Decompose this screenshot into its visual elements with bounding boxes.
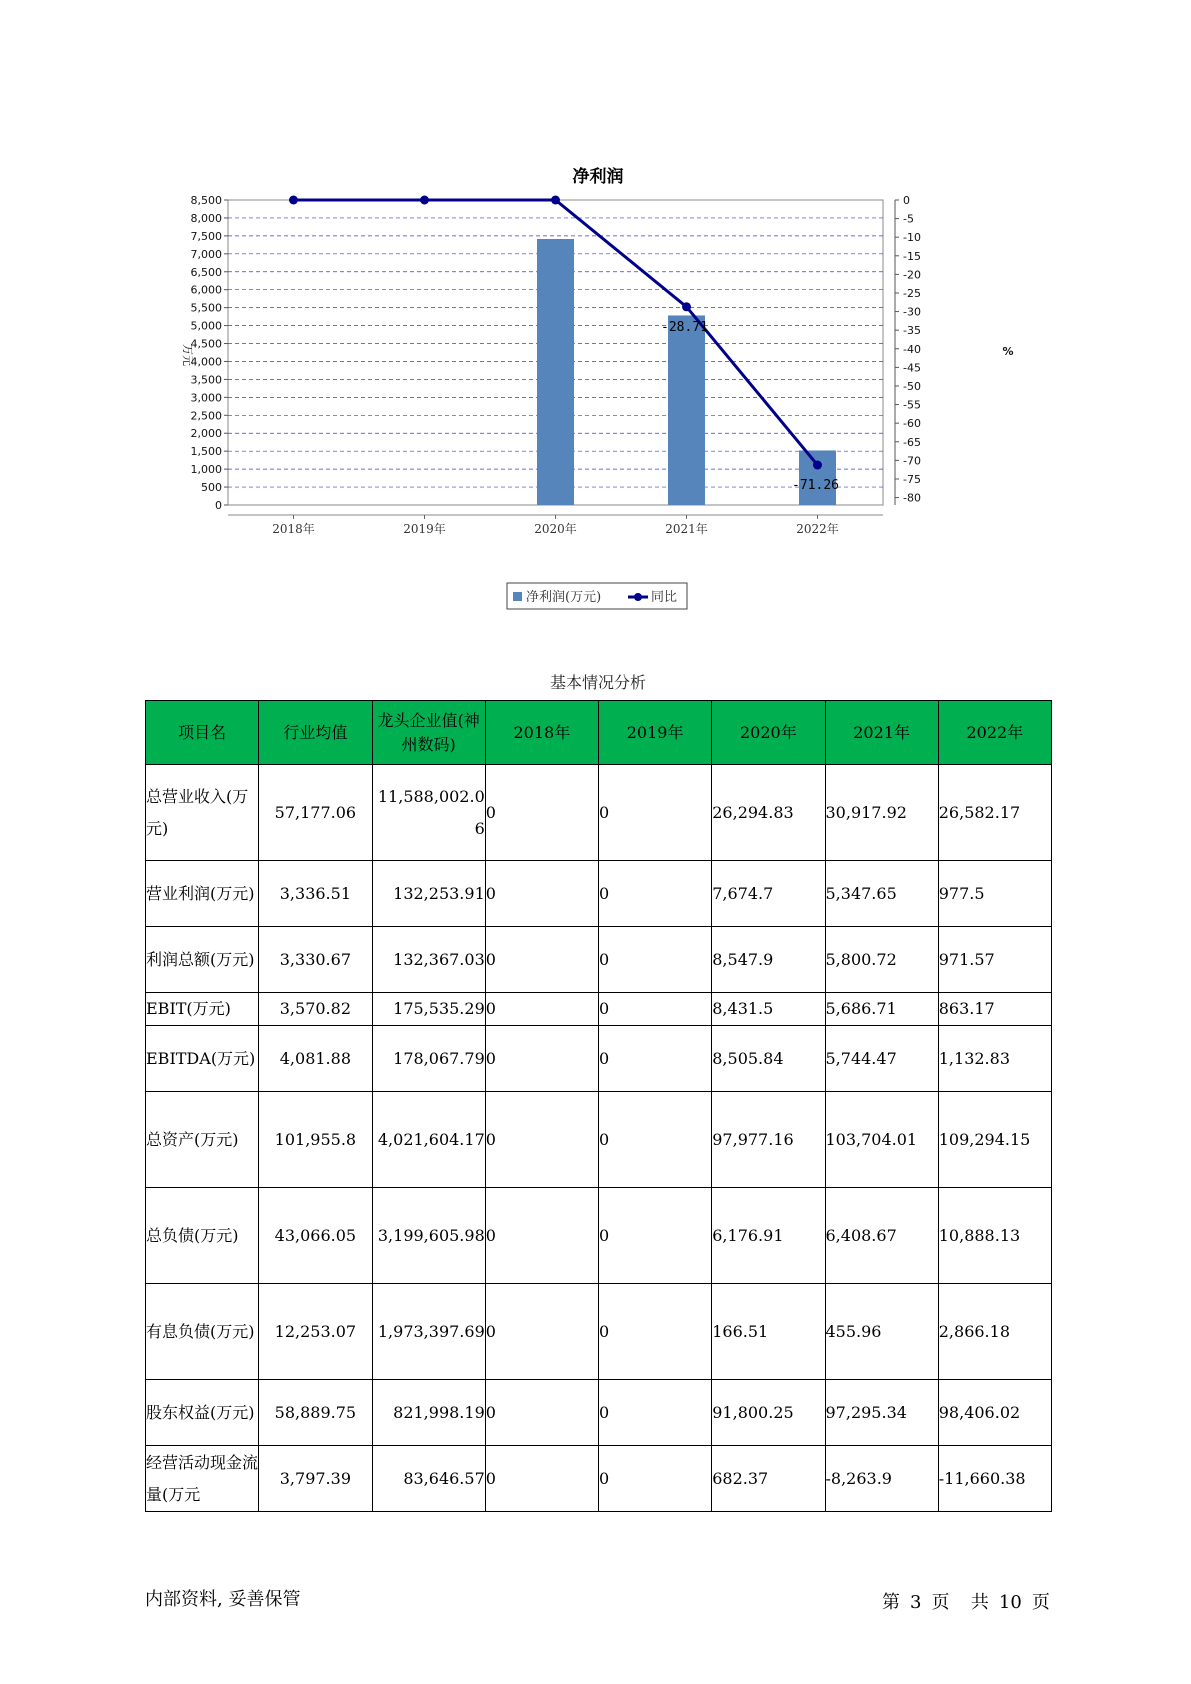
yoy-point xyxy=(289,196,298,205)
y-tick-label: 5,500 xyxy=(190,301,222,315)
y-tick-label: 4,500 xyxy=(190,337,222,351)
page-label: 第 xyxy=(882,1592,900,1613)
chart-canvas xyxy=(170,160,1030,630)
row-label: 总营业收入(万元) xyxy=(146,765,259,861)
table-row xyxy=(146,1380,1052,1446)
value-2020-cell: 166.51 xyxy=(712,1284,825,1380)
value-2019-cell: 0 xyxy=(599,993,712,1026)
row-label: 总负债(万元) xyxy=(146,1188,259,1284)
yoy-point xyxy=(813,461,822,470)
row-label: 利润总额(万元) xyxy=(146,927,259,993)
leader-value-cell: 1,973,397.69 xyxy=(372,1284,485,1380)
y-tick-label: 6,500 xyxy=(190,265,222,279)
value-2021-cell: 5,686.71 xyxy=(825,993,938,1026)
table-header-row xyxy=(146,701,1052,765)
industry-avg-cell: 3,330.67 xyxy=(259,927,372,993)
table-row xyxy=(146,1092,1052,1188)
value-2020-cell: 6,176.91 xyxy=(712,1188,825,1284)
y2-tick-label: -75 xyxy=(903,472,921,486)
header-item-name: 项目名 xyxy=(146,701,259,765)
x-tick-label: 2019年 xyxy=(403,522,446,536)
y2-tick-label: -35 xyxy=(903,324,921,338)
x-tick-label: 2018年 xyxy=(272,522,315,536)
value-2018-cell: 0 xyxy=(485,765,598,861)
table-row xyxy=(146,861,1052,927)
page-indicator xyxy=(882,1588,1060,1614)
value-2020-cell: 8,547.9 xyxy=(712,927,825,993)
y2-tick-label: -15 xyxy=(903,249,921,263)
value-2019-cell: 0 xyxy=(599,1380,712,1446)
value-2021-cell: 5,744.47 xyxy=(825,1026,938,1092)
industry-avg-cell: 58,889.75 xyxy=(259,1380,372,1446)
value-2022-cell: 977.5 xyxy=(938,861,1051,927)
page-unit: 页 xyxy=(931,1592,950,1613)
value-2018-cell: 0 xyxy=(485,927,598,993)
yoy-data-label: -71.26 xyxy=(792,478,839,494)
header-leader-value: 龙头企业值(神州数码) xyxy=(372,701,485,765)
value-2020-cell: 8,505.84 xyxy=(712,1026,825,1092)
row-label: 营业利润(万元) xyxy=(146,861,259,927)
table-row xyxy=(146,1188,1052,1284)
leader-value-cell: 178,067.79 xyxy=(372,1026,485,1092)
value-2020-cell: 7,674.7 xyxy=(712,861,825,927)
y2-tick-label: -50 xyxy=(903,379,921,393)
header-2019: 2019年 xyxy=(599,701,712,765)
legend-bar-swatch xyxy=(513,592,522,601)
value-2022-cell: 98,406.02 xyxy=(938,1380,1051,1446)
leader-value-cell: 83,646.57 xyxy=(372,1446,485,1512)
yoy-point xyxy=(420,196,429,205)
bar-series xyxy=(537,239,836,505)
value-2018-cell: 0 xyxy=(485,993,598,1026)
row-label: 有息负债(万元) xyxy=(146,1284,259,1380)
header-2022: 2022年 xyxy=(938,701,1051,765)
y2-axis-label: % xyxy=(1002,345,1014,358)
y-tick-label: 2,500 xyxy=(190,409,222,423)
table-row xyxy=(146,1284,1052,1380)
page-number: 3 xyxy=(910,1592,922,1613)
value-2020-cell: 8,431.5 xyxy=(712,993,825,1026)
value-2021-cell: 30,917.92 xyxy=(825,765,938,861)
value-2020-cell: 91,800.25 xyxy=(712,1380,825,1446)
leader-value-cell: 132,253.91 xyxy=(372,861,485,927)
value-2020-cell: 682.37 xyxy=(712,1446,825,1512)
y-tick-label: 8,000 xyxy=(190,211,222,225)
value-2018-cell: 0 xyxy=(485,1026,598,1092)
industry-avg-cell: 3,336.51 xyxy=(259,861,372,927)
row-label: 股东权益(万元) xyxy=(146,1380,259,1446)
total-label: 共 xyxy=(970,1592,989,1613)
legend-line-marker xyxy=(634,593,642,601)
x-tick-label: 2020年 xyxy=(534,522,577,536)
value-2022-cell: -11,660.38 xyxy=(938,1446,1051,1512)
y-tick-label: 1,000 xyxy=(190,463,222,477)
value-2022-cell: 1,132.83 xyxy=(938,1026,1051,1092)
value-2018-cell: 0 xyxy=(485,861,598,927)
y-tick-label: 8,500 xyxy=(190,194,222,207)
y-tick-label: 1,500 xyxy=(190,445,222,459)
industry-avg-cell: 57,177.06 xyxy=(259,765,372,861)
value-2019-cell: 0 xyxy=(599,861,712,927)
industry-avg-cell: 4,081.88 xyxy=(259,1026,372,1092)
industry-avg-cell: 3,797.39 xyxy=(259,1446,372,1512)
value-2019-cell: 0 xyxy=(599,765,712,861)
value-2018-cell: 0 xyxy=(485,1284,598,1380)
leader-value-cell: 175,535.29 xyxy=(372,993,485,1026)
value-2019-cell: 0 xyxy=(599,1188,712,1284)
y-tick-label: 7,500 xyxy=(190,229,222,243)
value-2021-cell: 103,704.01 xyxy=(825,1092,938,1188)
row-label: 总资产(万元) xyxy=(146,1092,259,1188)
header-2021: 2021年 xyxy=(825,701,938,765)
row-label: 经营活动现金流量(万元 xyxy=(146,1446,259,1512)
table-row xyxy=(146,927,1052,993)
leader-value-cell: 3,199,605.98 xyxy=(372,1188,485,1284)
yoy-data-label: -28.71 xyxy=(661,319,708,335)
y-tick-label: 3,500 xyxy=(190,373,222,387)
y-tick-label: 7,000 xyxy=(190,247,222,261)
net-profit-chart xyxy=(170,160,1030,630)
value-2019-cell: 0 xyxy=(599,927,712,993)
chart-title: 净利润 xyxy=(572,167,624,187)
y2-tick-label: -65 xyxy=(903,435,921,449)
y-tick-label: 5,000 xyxy=(190,319,222,333)
y-tick-label: 500 xyxy=(201,481,222,495)
leader-value-cell: 821,998.19 xyxy=(372,1380,485,1446)
industry-avg-cell: 3,570.82 xyxy=(259,993,372,1026)
total-pages: 10 xyxy=(998,1592,1022,1613)
value-2018-cell: 0 xyxy=(485,1188,598,1284)
y2-tick-label: -10 xyxy=(903,231,921,245)
value-2021-cell: 455.96 xyxy=(825,1284,938,1380)
y2-tick-label: -20 xyxy=(903,268,921,282)
value-2018-cell: 0 xyxy=(485,1092,598,1188)
y-tick-label: 2,000 xyxy=(190,427,222,441)
y-axis-label: 万元 xyxy=(181,344,194,366)
value-2019-cell: 0 xyxy=(599,1446,712,1512)
industry-avg-cell: 12,253.07 xyxy=(259,1284,372,1380)
y2-tick-label: -30 xyxy=(903,305,921,319)
value-2020-cell: 26,294.83 xyxy=(712,765,825,861)
value-2022-cell: 10,888.13 xyxy=(938,1188,1051,1284)
table-row xyxy=(146,993,1052,1026)
y2-tick-label: -80 xyxy=(903,491,921,505)
leader-value-cell: 11,588,002.06 xyxy=(372,765,485,861)
yoy-point xyxy=(551,196,560,205)
y-tick-label: 0 xyxy=(215,499,222,512)
y-tick-label: 6,000 xyxy=(190,283,222,297)
header-industry-avg: 行业均值 xyxy=(259,701,372,765)
chart-legend xyxy=(507,583,687,609)
net-profit-bar xyxy=(537,239,574,505)
value-2021-cell: 5,347.65 xyxy=(825,861,938,927)
value-2019-cell: 0 xyxy=(599,1092,712,1188)
value-2021-cell: 97,295.34 xyxy=(825,1380,938,1446)
value-2021-cell: 6,408.67 xyxy=(825,1188,938,1284)
table-row xyxy=(146,1026,1052,1092)
y2-tick-label: -70 xyxy=(903,454,921,468)
footer-note: 内部资料, 妥善保管 xyxy=(145,1589,301,1610)
total-unit: 页 xyxy=(1031,1592,1050,1613)
y2-tick-label: -55 xyxy=(903,398,921,412)
table-row xyxy=(146,1446,1052,1512)
header-2020: 2020年 xyxy=(712,701,825,765)
row-label: EBIT(万元) xyxy=(146,993,259,1026)
y-tick-label: 3,000 xyxy=(190,391,222,405)
legend-item-yoy: 同比 xyxy=(651,590,678,605)
table-caption: 基本情况分析 xyxy=(549,673,646,692)
leader-value-cell: 132,367.03 xyxy=(372,927,485,993)
value-2018-cell: 0 xyxy=(485,1380,598,1446)
x-tick-label: 2021年 xyxy=(665,522,708,536)
header-2018: 2018年 xyxy=(485,701,598,765)
value-2022-cell: 109,294.15 xyxy=(938,1092,1051,1188)
leader-value-cell: 4,021,604.17 xyxy=(372,1092,485,1188)
value-2022-cell: 971.57 xyxy=(938,927,1051,993)
y2-tick-label: -5 xyxy=(903,212,914,226)
value-2021-cell: 5,800.72 xyxy=(825,927,938,993)
y2-tick-label: -60 xyxy=(903,417,921,431)
value-2022-cell: 2,866.18 xyxy=(938,1284,1051,1380)
industry-avg-cell: 43,066.05 xyxy=(259,1188,372,1284)
value-2020-cell: 97,977.16 xyxy=(712,1092,825,1188)
value-2021-cell: -8,263.9 xyxy=(825,1446,938,1512)
value-2022-cell: 863.17 xyxy=(938,993,1051,1026)
basic-analysis-table xyxy=(145,700,1052,1512)
value-2019-cell: 0 xyxy=(599,1026,712,1092)
row-label: EBITDA(万元) xyxy=(146,1026,259,1092)
legend-item-net-profit: 净利润(万元) xyxy=(526,590,602,605)
x-tick-label: 2022年 xyxy=(796,522,839,536)
y2-tick-label: 0 xyxy=(903,194,910,207)
value-2019-cell: 0 xyxy=(599,1284,712,1380)
y2-tick-label: -40 xyxy=(903,342,921,356)
industry-avg-cell: 101,955.8 xyxy=(259,1092,372,1188)
net-profit-bar xyxy=(668,315,705,505)
y-tick-label: 4,000 xyxy=(190,355,222,369)
y2-tick-label: -45 xyxy=(903,361,921,375)
value-2018-cell: 0 xyxy=(485,1446,598,1512)
yoy-point xyxy=(682,302,691,311)
y2-tick-label: -25 xyxy=(903,286,921,300)
value-2022-cell: 26,582.17 xyxy=(938,765,1051,861)
table-row xyxy=(146,765,1052,861)
